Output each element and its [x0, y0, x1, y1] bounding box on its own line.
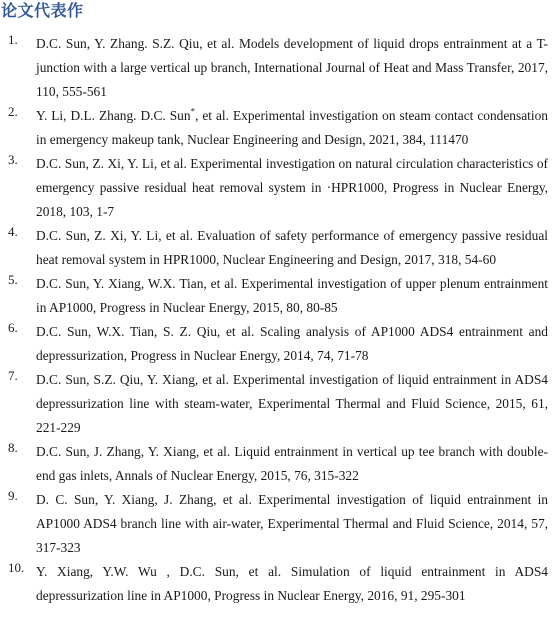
reference-text	[36, 108, 548, 147]
reference-item-6	[0, 320, 552, 368]
reference-text: D. C. Sun, Y. Xiang, J. Zhang, et al. Experimental investigation of liquid entrainment in AP1000 ADS4 branch line with air-water, Experimental Thermal and Fluid Science, 2014, 57, 317-323	[36, 492, 548, 555]
reference-text: D.C. Sun, Y. Xiang, W.X. Tian, et al. Experimental investigation of upper plenum entrainment in AP1000, Progress in Nuclear Energy, 2015, 80, 80-85	[36, 276, 548, 315]
reference-text: Y. Xiang, Y.W. Wu , D.C. Sun, et al. Simulation of liquid entrainment in ADS4 depressurization line in AP1000, Progress in Nuclear Energy, 2016, 91, 295-301	[36, 564, 548, 603]
section-title: 论文代表作	[1, 1, 84, 20]
reference-text: D.C. Sun, S.Z. Qiu, Y. Xiang, et al. Experimental investigation of liquid entrainment in ADS4 depressurization line with steam-water, Experimental Thermal and Fluid Science, 2015, 61, 221-229	[36, 372, 548, 435]
reference-number: 8.	[8, 440, 18, 455]
reference-number: 5.	[8, 272, 18, 287]
reference-item-5	[0, 272, 552, 320]
reference-number: 2.	[8, 104, 18, 119]
reference-text-part: Y. Li, D.L. Zhang. D.C. Sun	[36, 108, 191, 123]
corresponding-author-mark: *	[190, 106, 196, 117]
reference-list	[0, 32, 552, 608]
reference-number: 7.	[8, 368, 18, 383]
reference-number: 6.	[8, 320, 18, 335]
reference-item-1	[0, 32, 552, 104]
reference-item-9	[0, 488, 552, 560]
reference-number: 9.	[8, 488, 18, 503]
reference-item-2	[0, 104, 552, 152]
reference-item-10	[0, 560, 552, 608]
reference-text: D.C. Sun, Y. Zhang. S.Z. Qiu, et al. Models development of liquid drops entrainment at a T-junction with a large vertical up branch, International Journal of Heat and Mass Transfer, 2017, 110, 555-561	[36, 36, 548, 99]
reference-item-7	[0, 368, 552, 440]
reference-text: D.C. Sun, Z. Xi, Y. Li, et al. Experimental investigation on natural circulation characteristics of emergency passive residual heat removal system in ·HPR1000, Progress in Nuclear Energy, 2018, 103, 1-7	[36, 156, 548, 219]
reference-text: D.C. Sun, W.X. Tian, S. Z. Qiu, et al. Scaling analysis of AP1000 ADS4 entrainment and depressurization, Progress in Nuclear Energy, 2014, 74, 71-78	[36, 324, 548, 363]
reference-text: D.C. Sun, J. Zhang, Y. Xiang, et al. Liquid entrainment in vertical up tee branch with double-end gas inlets, Annals of Nuclear Energy, 2015, 76, 315-322	[36, 444, 548, 483]
reference-item-8	[0, 440, 552, 488]
reference-number: 1.	[8, 32, 18, 47]
reference-text-part: , et al. Experimental investigation on steam contact condensation in emergency makeup tank, Nuclear Engineering and Design, 2021, 384, 111470	[36, 108, 548, 147]
reference-number: 4.	[8, 224, 18, 239]
reference-text: D.C. Sun, Z. Xi, Y. Li, et al. Evaluation of safety performance of emergency passive residual heat removal system in HPR1000, Nuclear Engineering and Design, 2017, 318, 54-60	[36, 228, 548, 267]
reference-number: 10.	[8, 560, 25, 575]
reference-item-3	[0, 152, 552, 224]
reference-item-4	[0, 224, 552, 272]
reference-number: 3.	[8, 152, 18, 167]
